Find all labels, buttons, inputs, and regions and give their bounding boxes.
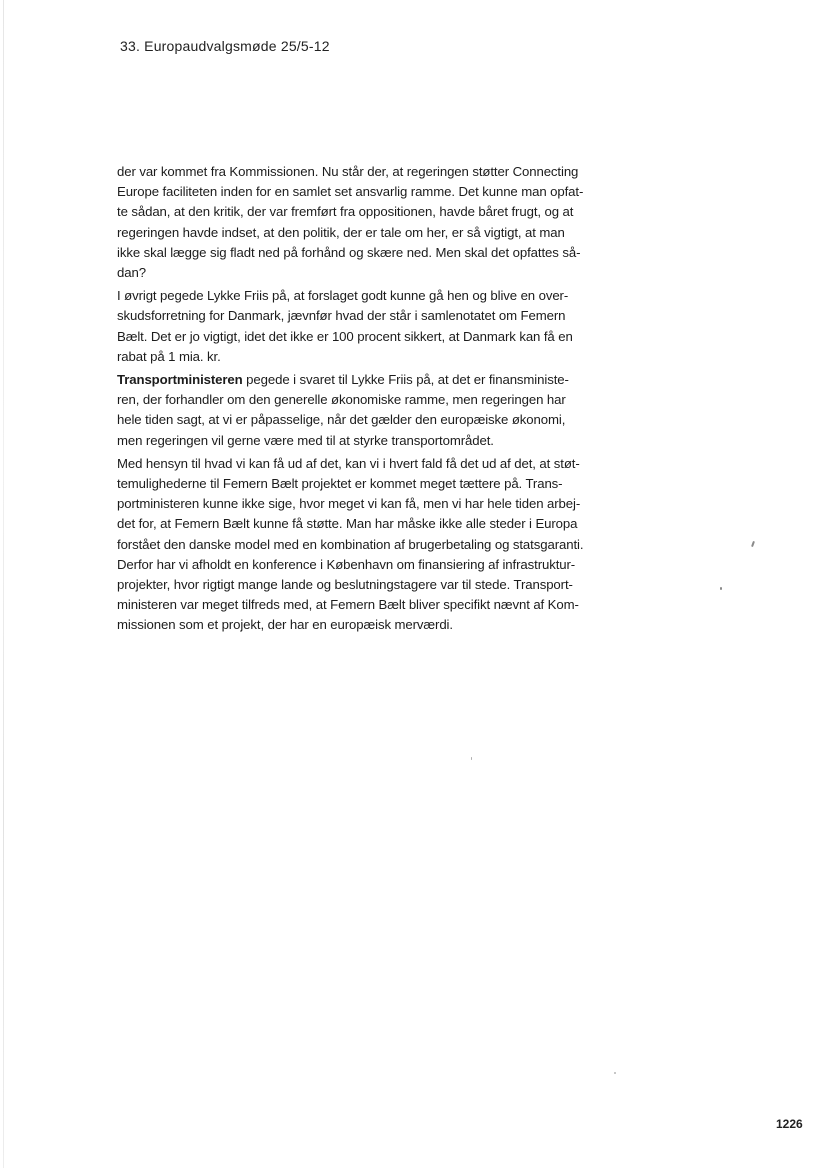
scan-edge-line: [3, 0, 4, 1168]
text-segment: pegede i svaret til Lykke Friis på, at det er finansministe-: [242, 372, 569, 388]
scan-speck: [614, 1072, 616, 1074]
scan-speck: [471, 757, 472, 760]
paragraph-4: [117, 454, 607, 636]
text-line: dan?: [117, 265, 146, 281]
page-number: 1226: [776, 1117, 803, 1131]
scan-speck: [720, 587, 722, 590]
paragraph-3: [117, 370, 607, 451]
text-line: Europe faciliteten inden for en samlet set ansvarlig ramme. Det kunne man opfat-: [117, 184, 584, 200]
text-line: det for, at Femern Bælt kunne få støtte. Man har måske ikke alle steder i Europa: [117, 516, 578, 532]
text-line: projekter, hvor rigtigt mange lande og beslutningstagere var til stede. Transport-: [117, 577, 573, 593]
text-line: te sådan, at den kritik, der var fremført fra oppositionen, havde båret frugt, og at: [117, 204, 574, 220]
text-line: I øvrigt pegede Lykke Friis på, at forslaget godt kunne gå hen og blive en over-: [117, 288, 569, 304]
text-line: portministeren kunne ikke sige, hvor meget vi kan få, men vi har hele tiden arbej-: [117, 496, 581, 512]
text-line: ren, der forhandler om den generelle økonomiske ramme, men regeringen har: [117, 392, 566, 408]
text-line: Med hensyn til hvad vi kan få ud af det, kan vi i hvert fald få det ud af det, at støt-: [117, 455, 580, 471]
paragraph-1: [117, 162, 607, 283]
text-line: temulighederne til Femern Bælt projektet er kommet meget tættere på. Trans-: [117, 476, 563, 492]
text-line: der var kommet fra Kommissionen. Nu står der, at regeringen støtter Connecting: [117, 164, 579, 179]
text-line: hele tiden sagt, at vi er påpasselige, når det gælder den europæiske økonomi,: [117, 412, 566, 428]
text-line: ikke skal lægge sig fladt ned på forhånd og skære ned. Men skal det opfattes så-: [117, 244, 581, 260]
paragraph-2: [117, 286, 607, 367]
text-line: ministeren var meget tilfreds med, at Femern Bælt bliver specifikt nævnt af Kom-: [117, 597, 579, 613]
running-header: 33. Europaudvalgsmøde 25/5-12: [120, 38, 330, 54]
text-line: missionen som et projekt, der har en europæisk merværdi.: [117, 617, 453, 633]
text-line: forstået den danske model med en kombination af brugerbetaling og statsgaranti.: [117, 536, 584, 552]
text-line: skudsforretning for Danmark, jævnfør hvad der står i samlenotatet om Femern: [117, 308, 566, 324]
text-line: rabat på 1 mia. kr.: [117, 348, 221, 364]
text-line: Bælt. Det er jo vigtigt, idet det ikke er 100 procent sikkert, at Danmark kan få en: [117, 328, 573, 344]
text-line: [117, 370, 607, 390]
text-line: regeringen havde indset, at den politik, der er tale om her, er så vigtigt, at man: [117, 224, 565, 240]
text-line: Derfor har vi afholdt en konference i København om finansiering af infrastruktur-: [117, 556, 576, 572]
text-line: men regeringen vil gerne være med til at styrke transportområdet.: [117, 432, 494, 448]
scan-speck: [751, 541, 755, 547]
speaker-name: Transportministeren: [117, 372, 243, 388]
body-text: [117, 162, 607, 639]
